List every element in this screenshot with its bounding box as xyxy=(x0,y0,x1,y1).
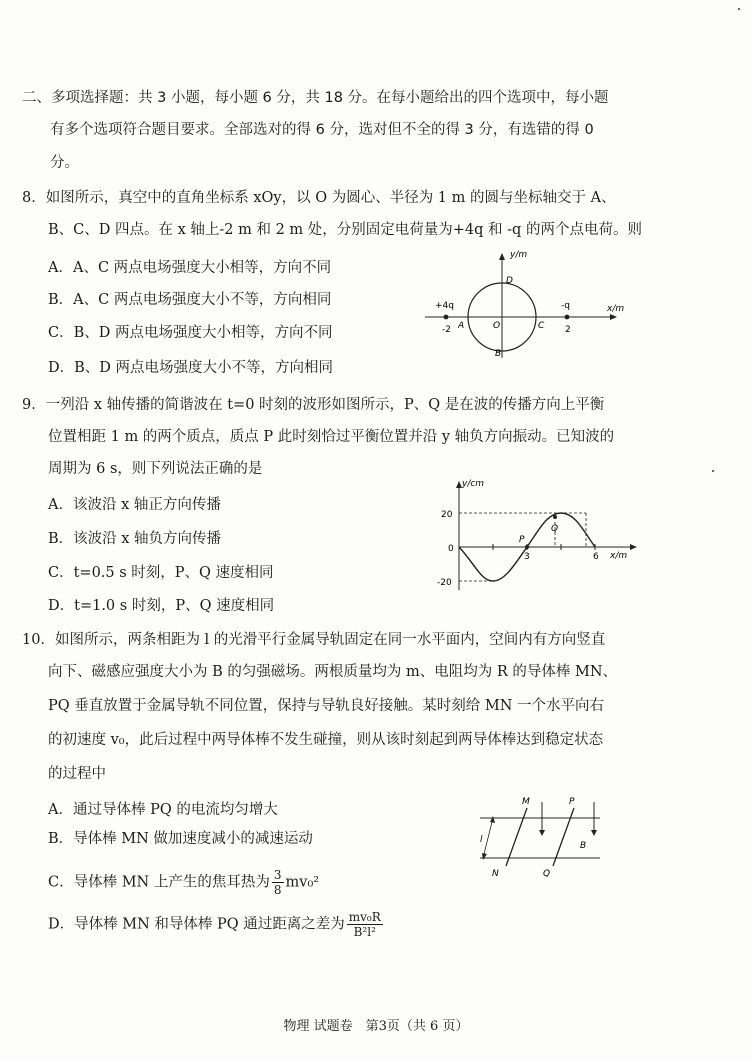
q9-y-label: y/cm xyxy=(462,479,485,489)
q10-stem-line5: 的过程中 xyxy=(48,766,106,782)
q8-point-d: D xyxy=(506,276,513,286)
q9-point-q xyxy=(553,515,557,519)
q8-left-charge-dot xyxy=(444,315,449,320)
q10-option-c-den: 8 xyxy=(273,883,282,897)
section-header-line3: 分。 xyxy=(50,155,79,171)
q9-figure xyxy=(435,478,640,593)
q10-stem-line2: 向下、磁感应强度大小为 B 的匀强磁场。两根质量均为 m、电阻均为 R 的导体棒 MN、 xyxy=(48,664,618,680)
q10-option-a: A．通过导体棒 PQ 的电流均匀增大 xyxy=(48,802,278,818)
q8-option-a: A．A、C 两点电场强度大小相等，方向不同 xyxy=(48,260,332,276)
q9-y-pos-label: 20 xyxy=(441,510,453,520)
q8-right-pos-label: 2 xyxy=(565,325,571,335)
q8-point-b: B xyxy=(495,349,502,359)
q8-left-pos-label: -2 xyxy=(442,325,451,335)
q10-option-d-den: B²l² xyxy=(353,925,376,939)
q8-option-b: B．A、C 两点电场强度大小不等，方向相同 xyxy=(48,292,332,308)
scan-speck xyxy=(712,470,714,472)
q10-stem-line1: 10．如图所示，两条相距为 l 的光滑平行金属导轨固定在同一水平面内，空间内有方向竖直 xyxy=(22,632,606,648)
q10-option-d xyxy=(48,910,385,939)
q10-option-c-num: 3 xyxy=(273,868,282,882)
section-header-line2: 有多个选项符合题目要求。全部选对的得 6 分，选对但不全的得 3 分，有选错的得 0 xyxy=(50,122,594,138)
q9-y-neg-label: -20 xyxy=(437,578,452,588)
q9-option-b: B．该波沿 x 轴负方向传播 xyxy=(48,531,222,547)
q8-y-label: y/m xyxy=(510,250,528,260)
q10-stem-line3: PQ 垂直放置于金属导轨不同位置，保持与导轨良好接触。某时刻给 MN 一个水平向右 xyxy=(48,698,605,714)
q10-label-q: Q xyxy=(543,869,551,879)
q9-stem-line3: 周期为 6 s，则下列说法正确的是 xyxy=(48,461,263,477)
page-footer: 物理 试题卷 第3页（共 6 页） xyxy=(283,1019,469,1034)
q8-x-label: x/m xyxy=(607,304,625,314)
q10-option-d-text: D．导体棒 MN 和导体棒 PQ 通过距离之差为 xyxy=(48,916,345,933)
q8-y-arrow xyxy=(499,253,505,260)
q10-label-l: l xyxy=(480,835,483,845)
q9-option-c: C．t=0.5 s 时刻，P、Q 速度相同 xyxy=(48,565,274,581)
q9-q-label: Q xyxy=(551,524,559,534)
q10-label-p: P xyxy=(569,797,575,807)
q8-stem-line2: B、C、D 四点。在 x 轴上-2 m 和 2 m 处，分别固定电荷量为+4q 和 -q 的两个点电荷。则 xyxy=(48,222,642,238)
q9-x-label: x/m xyxy=(610,551,628,561)
q10-label-m: M xyxy=(522,797,530,807)
q9-stem-line2: 位置相距 1 m 的两个质点，质点 P 此时刻恰过平衡位置并沿 y 轴负方向振动。已知波的 xyxy=(48,429,615,445)
section-header-line1: 二、多项选择题：共 3 小题，每小题 6 分，共 18 分。在每小题给出的四个选项中，每小题 xyxy=(22,90,609,106)
q9-option-d: D．t=1.0 s 时刻，P、Q 速度相同 xyxy=(48,598,275,614)
q10-option-b: B．导体棒 MN 做加速度减小的减速运动 xyxy=(48,831,313,847)
q8-option-c: C．B、D 两点电场强度大小相等，方向不同 xyxy=(48,325,333,341)
q9-point-p xyxy=(525,545,529,549)
q10-figure xyxy=(470,790,610,880)
q8-left-charge-label: +4q xyxy=(435,301,454,311)
q10-option-c xyxy=(48,868,319,897)
q9-x6-label: 6 xyxy=(593,552,599,562)
q8-point-a: A xyxy=(458,321,465,331)
scan-speck xyxy=(738,8,740,10)
q10-label-n: N xyxy=(492,869,499,879)
q8-option-d: D．B、D 两点电场强度大小不等，方向相同 xyxy=(48,360,334,376)
q10-rod-mn xyxy=(506,808,527,866)
q8-stem-line1: 8．如图所示，真空中的直角坐标系 xOy，以 O 为圆心、半径为 1 m 的圆与坐标轴交于 A、 xyxy=(22,190,616,206)
q9-origin-label: 0 xyxy=(448,544,454,554)
q8-x-arrow xyxy=(610,314,617,320)
q8-figure xyxy=(420,248,630,363)
q9-stem-line1: 9．一列沿 x 轴传播的简谐波在 t=0 时刻的波形如图所示，P、Q 是在波的传播方向上平衡 xyxy=(22,397,605,413)
q10-rod-pq xyxy=(553,808,574,866)
q8-point-c: C xyxy=(538,321,545,331)
q9-option-a: A．该波沿 x 轴正方向传播 xyxy=(48,497,221,513)
q9-p-label: P xyxy=(519,535,525,545)
q10-label-b: B xyxy=(580,841,587,851)
q9-x3-label: 3 xyxy=(524,552,530,562)
q10-stem-line4: 的初速度 v₀，此后过程中两导体棒不发生碰撞，则从该时刻起到两导体棒达到稳定状态 xyxy=(48,732,604,748)
q8-right-charge-dot xyxy=(565,315,570,320)
q9-x-arrow xyxy=(630,544,637,550)
q10-option-c-fraction xyxy=(272,868,284,897)
q8-right-charge-label: -q xyxy=(561,301,570,311)
q10-option-d-num: mv₀R xyxy=(348,910,381,924)
q8-origin-o: O xyxy=(493,321,501,331)
q10-option-c-text: C．导体棒 MN 上产生的焦耳热为 xyxy=(48,874,270,891)
q10-option-c-expr: mv₀² xyxy=(285,874,320,891)
q10-option-d-fraction xyxy=(347,910,383,939)
q10-width-arrow xyxy=(484,822,492,854)
